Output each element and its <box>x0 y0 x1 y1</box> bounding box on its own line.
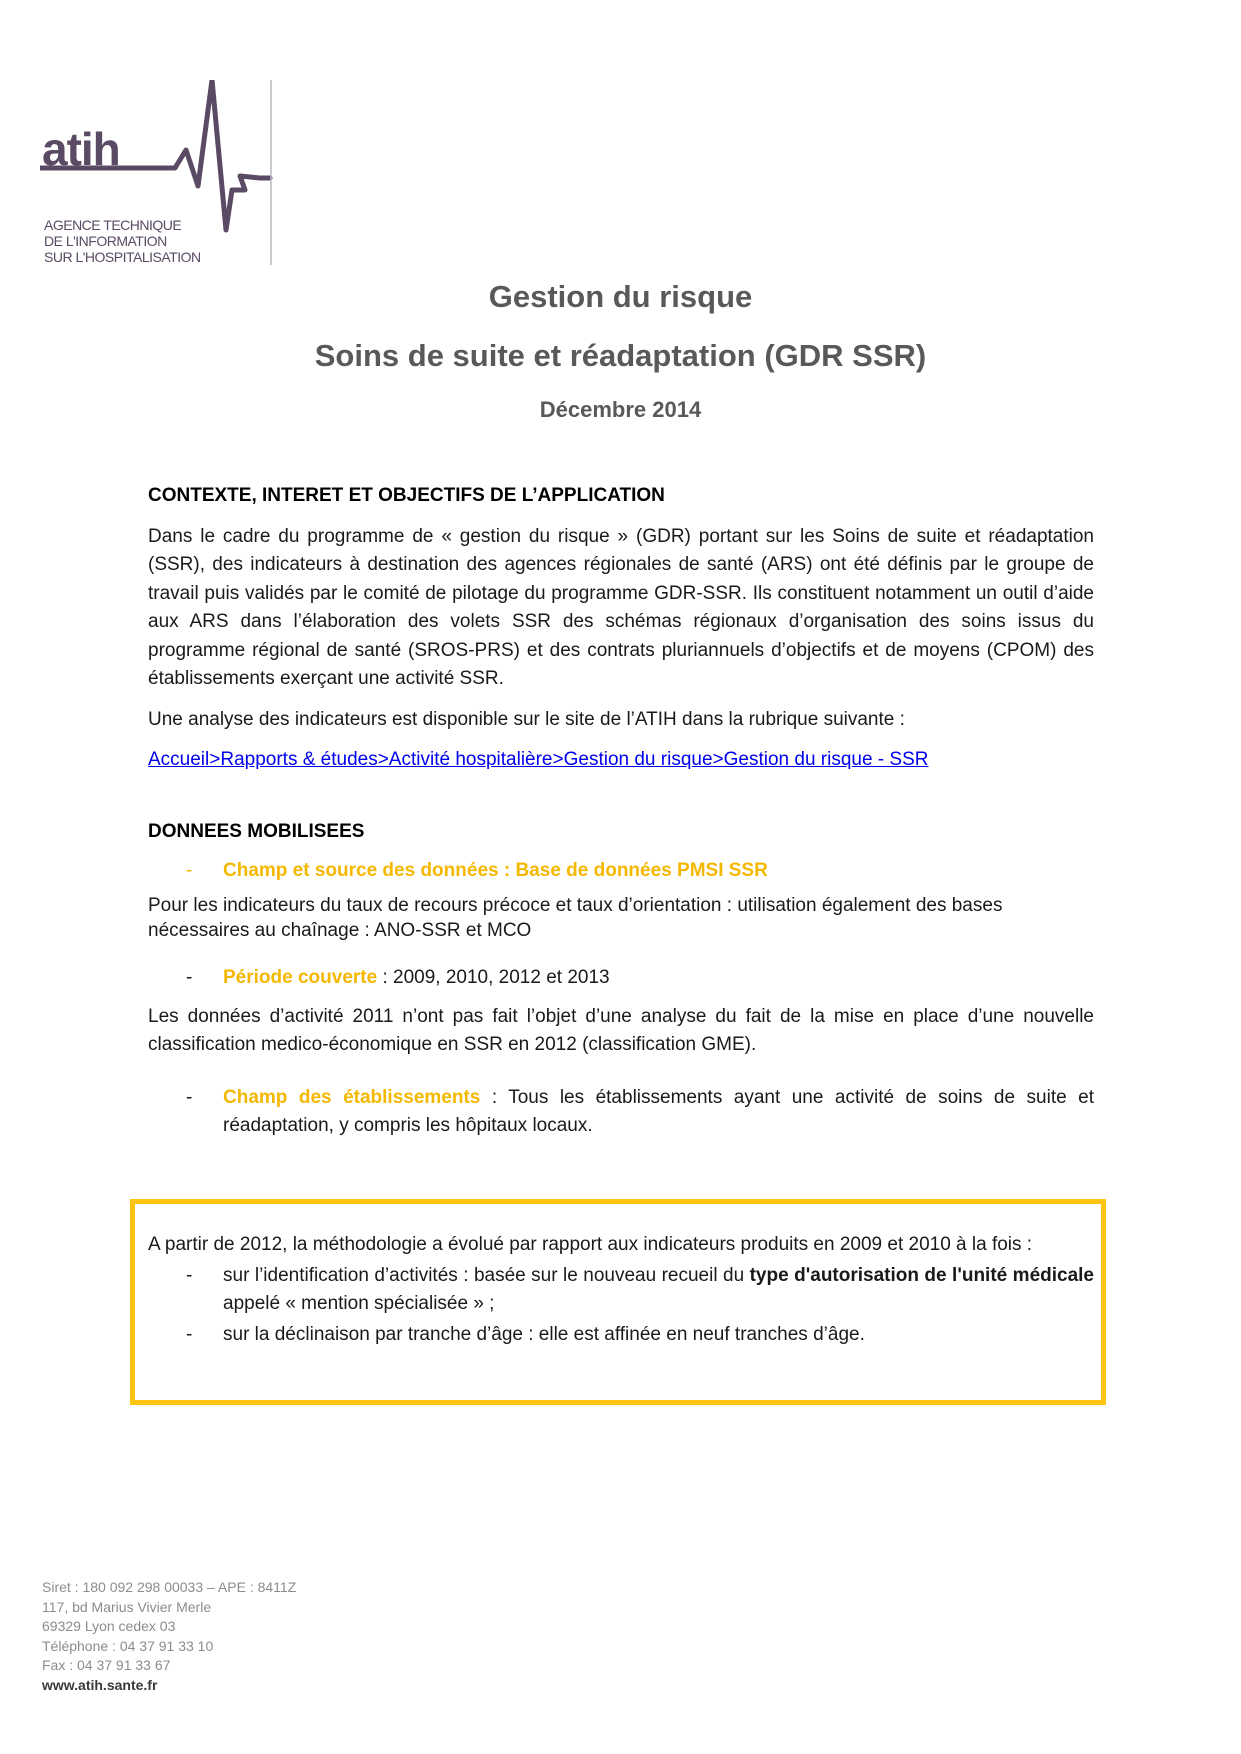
list-item <box>148 1084 1094 1141</box>
bullet-dash: - <box>186 967 193 988</box>
bullet-dash: - <box>186 1264 193 1286</box>
etab-value: : Tous les établissements ayant une activité de soins de suite et réadaptation, y compris les hôpitaux locaux. <box>223 1086 1094 1136</box>
logo-subtitle-line: DE L'INFORMATION <box>44 233 167 249</box>
bullet-dash: - <box>186 859 193 881</box>
logo-subtitle <box>44 217 201 265</box>
donnees-heading: DONNEES MOBILISEES <box>148 821 365 842</box>
list-item <box>148 857 1094 886</box>
footer-fax: Fax : 04 37 91 33 67 <box>42 1657 171 1673</box>
item2-text: sur la déclinaison par tranche d’âge : elle est affinée en neuf tranches d’âge. <box>223 1323 865 1345</box>
document-title: Gestion du risque <box>488 279 753 314</box>
indicateurs-text: Pour les indicateurs du taux de recours précoce et taux d’orientation : utilisation également des bases nécessaires au chaînage : ANO-SSR et MCO <box>148 895 1003 941</box>
list-item <box>148 1262 1094 1319</box>
list-item <box>148 964 1094 993</box>
donnees-section <box>148 818 1094 1141</box>
logo-subtitle-line: SUR L'HOSPITALISATION <box>44 249 201 265</box>
bullet-dash: - <box>186 1086 193 1108</box>
context-paragraph: Dans le cadre du programme de « gestion du risque » (GDR) portant sur les Soins de suite et réadaptation (SSR), des indicateurs à destination des agences régionales de santé (ARS) ont été définis par le groupe de travail puis validés par le comité de pilotage du programme GDR-SSR. Ils constituent notamment un outil d’aide aux ARS dans l’élaboration des volets SSR des schémas régionaux d’organisation des soins issus du programme régional de santé (SROS-PRS) et des contrats pluriannuels d’objectifs et de moyens (CPOM) des établissements exerçant une activité SSR. <box>148 525 1094 689</box>
activite-text: Les données d’activité 2011 n’ont pas fait l’objet d’une analyse du fait de la mise en place d’une nouvelle classification medico-économique en SSR en 2012 (classification GME). <box>148 1005 1094 1055</box>
etab-label: Champ des établissements <box>223 1086 481 1108</box>
methodology-box <box>130 1199 1106 1405</box>
periode-label: Période couverte <box>223 967 378 988</box>
footer-address-line: 69329 Lyon cedex 03 <box>42 1618 176 1634</box>
document-subtitle: Soins de suite et réadaptation (GDR SSR) <box>314 338 927 373</box>
document-date: Décembre 2014 <box>539 397 702 422</box>
footer-website: www.atih.sante.fr <box>42 1676 158 1693</box>
logo-wordmark: atih <box>42 123 120 175</box>
footer-address <box>42 1578 296 1695</box>
analysis-text: Une analyse des indicateurs est disponible sur le site de l’ATIH dans la rubrique suivante : <box>148 708 905 730</box>
atih-logo <box>40 80 280 270</box>
analysis-link[interactable]: Accueil>Rapports & études>Activité hospitalière>Gestion du risque>Gestion du risque - SSR <box>148 749 929 770</box>
context-heading: CONTEXTE, INTERET ET OBJECTIFS DE L’APPLICATION <box>148 485 665 506</box>
footer-siret: Siret : 180 092 298 00033 – APE : 8411Z <box>42 1579 297 1595</box>
bullet-dash: - <box>186 1323 193 1345</box>
footer-address-line: 117, bd Marius Vivier Merle <box>42 1598 212 1615</box>
item1-text: sur l’identification d’activités : basée sur le nouveau recueil du <box>223 1264 750 1286</box>
item1-bold: type d'autorisation de l'unité médicale <box>749 1264 1095 1286</box>
context-section <box>148 482 1094 775</box>
periode-value: : 2009, 2010, 2012 et 2013 <box>377 967 610 988</box>
footer-phone: Téléphone : 04 37 91 33 10 <box>42 1637 214 1654</box>
methodology-content <box>148 1231 1094 1349</box>
champ-source-label: Champ et source des données : Base de données PMSI SSR <box>223 859 768 881</box>
list-item <box>148 1321 1094 1350</box>
methodology-intro: A partir de 2012, la méthodologie a évolué par rapport aux indicateurs produits en 2009 et 2010 à la fois : <box>148 1234 1033 1255</box>
item1-after: appelé « mention spécialisée » ; <box>223 1293 495 1314</box>
logo-subtitle-line: AGENCE TECHNIQUE <box>44 217 182 233</box>
